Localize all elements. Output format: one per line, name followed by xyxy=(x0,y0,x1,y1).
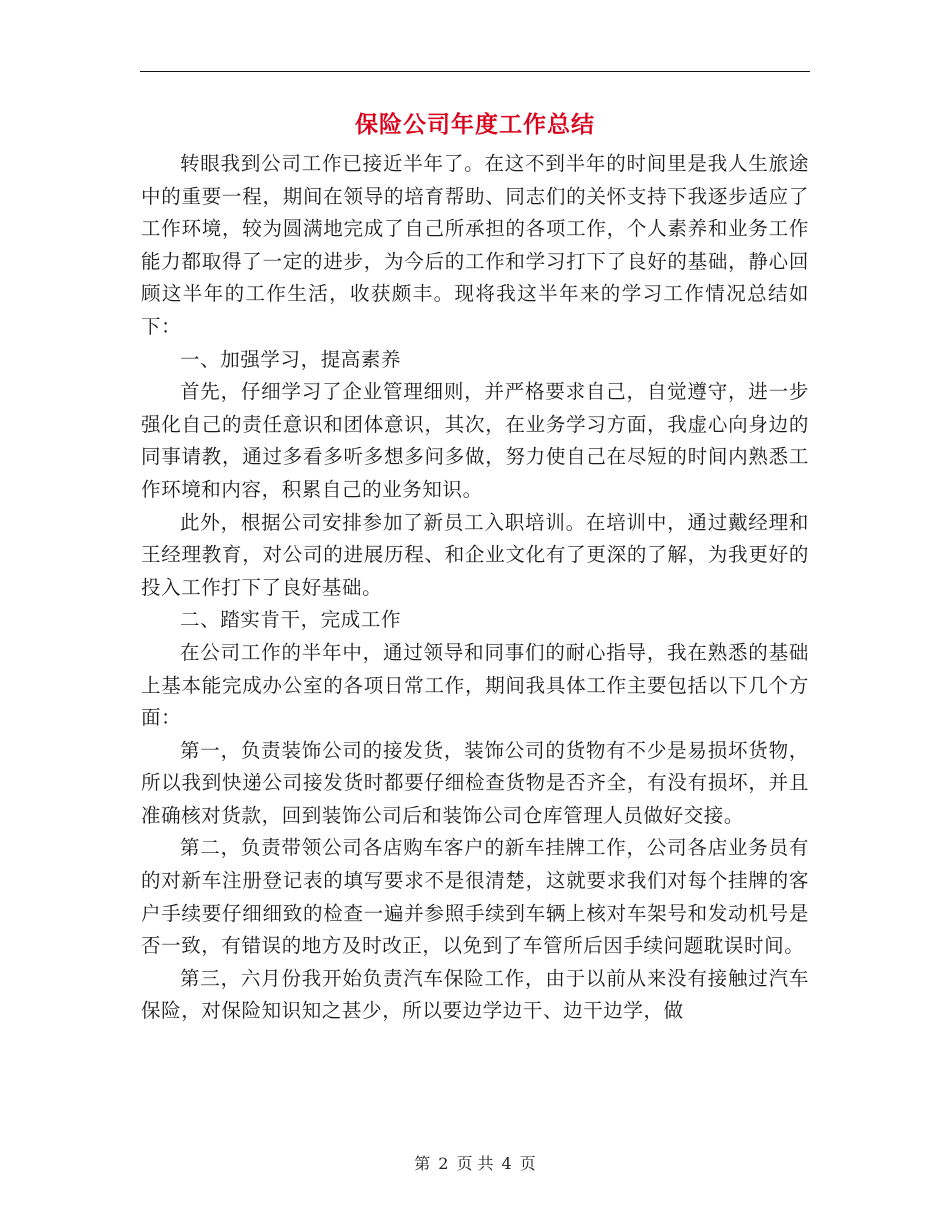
header-rule xyxy=(140,71,810,72)
document-title: 保险公司年度工作总结 xyxy=(355,111,595,138)
paragraph-work-overview: 在公司工作的半年中，通过领导和同事们的耐心指导，我在熟悉的基础上基本能完成办公室的各项日常工作，期间我具体工作主要包括以下几个方面： xyxy=(141,640,809,730)
footer-middle: 页 共 xyxy=(456,1154,494,1173)
document-body xyxy=(141,148,809,1028)
paragraph-item-3: 第三，六月份我开始负责汽车保险工作，由于以前从来没有接触过汽车保险，对保险知识知之甚少，所以要边学边干、边干边学，做 xyxy=(141,966,809,1023)
footer-total-pages: 4 xyxy=(501,1154,512,1173)
footer-suffix: 页 xyxy=(519,1154,536,1173)
paragraph-item-2: 第二，负责带领公司各店购车客户的新车挂牌工作，公司各店业务员有的对新车注册登记表的填写要求不是很清楚，这就要求我们对每个挂牌的客户手续要仔细细致的检查一遍并参照手续到车辆上核对车架号和发动机号是否一致，有错误的地方及时改正，以免到了车管所后因手续问题耽误时间。 xyxy=(141,836,809,958)
paragraph-study: 首先，仔细学习了企业管理细则，并严格要求自己，自觉遵守，进一步强化自己的责任意识和团体意识，其次，在业务学习方面，我虚心向身边的同事请教，通过多看多听多想多问多做，努力使自己在尽短的时间内熟悉工作环境和内容，积累自己的业务知识。 xyxy=(141,380,809,501)
section-heading-1: 一、加强学习，提高素养 xyxy=(180,347,402,371)
paragraph-item-1: 第一，负责装饰公司的接发货，装饰公司的货物有不少是易损坏货物，所以我到快递公司接发货时都要仔细检查货物是否齐全，有没有损坏，并且准确核对货款，回到装饰公司后和装饰公司仓库管理人员做好交接。 xyxy=(141,738,809,827)
footer-prefix: 第 xyxy=(414,1154,431,1173)
paragraph-training: 此外，根据公司安排参加了新员工入职培训。在培训中，通过戴经理和王经理教育，对公司的进展历程、和企业文化有了更深的了解，为我更好的投入工作打下了良好基础。 xyxy=(141,510,809,599)
page-footer xyxy=(0,1153,950,1175)
footer-page-number: 2 xyxy=(438,1154,449,1173)
paragraph-intro: 转眼我到公司工作已接近半年了。在这不到半年的时间里是我人生旅途中的重要一程，期间在领导的培育帮助、同志们的关怀支持下我逐步适应了工作环境，较为圆满地完成了自己所承担的各项工作，个人素养和业务工作能力都取得了一定的进步，为今后的工作和学习打下了良好的基础，静心回顾这半年的工作生活，收获颇丰。现将我这半年来的学习工作情况总结如下： xyxy=(141,152,809,338)
section-heading-2: 二、踏实肯干，完成工作 xyxy=(180,608,402,632)
